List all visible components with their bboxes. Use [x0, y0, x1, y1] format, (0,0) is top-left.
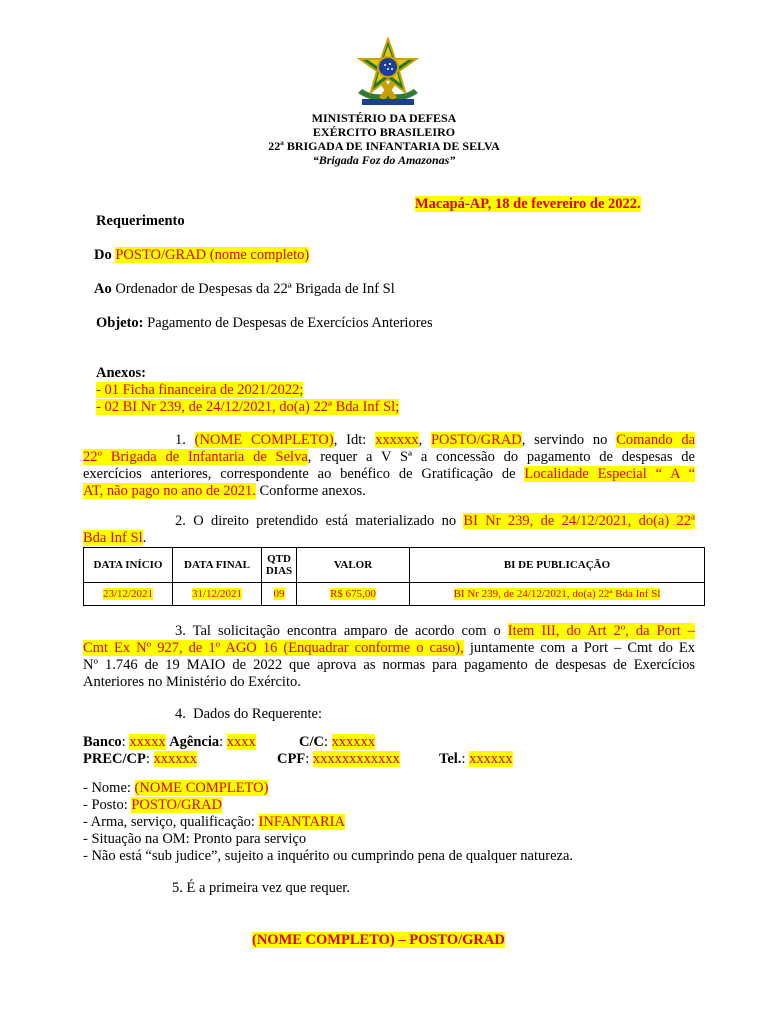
from-line: [94, 247, 309, 264]
list-item: - Arma, serviço, qualificação: INFANTARIA: [83, 814, 345, 830]
list-item: - Não está “sub judice”, sujeito a inquérito ou cumprindo pena de qualquer natureza.: [83, 848, 574, 864]
column-header: VALOR: [297, 548, 410, 583]
column-header: DATA INÍCIO: [84, 548, 173, 583]
attachment-item: - 01 Ficha financeira de 2021/2022;: [96, 382, 304, 398]
requester-name: (NOME COMPLETO): [194, 432, 334, 448]
to-line: [94, 281, 395, 298]
column-header: DATA FINAL: [173, 548, 262, 583]
attachments-label: Anexos:: [96, 365, 146, 381]
requester-rank: POSTO/GRAD: [430, 432, 522, 448]
table-cell: 23/12/2021: [102, 588, 154, 600]
phone-value: xxxxxx: [469, 751, 513, 767]
letterhead: [0, 111, 768, 167]
bank-value: xxxxx: [129, 734, 166, 750]
table-header-row: [84, 548, 705, 583]
phone-data: Tel.: xxxxxx: [439, 751, 513, 767]
document-title: Requerimento: [96, 213, 185, 229]
column-header: BI DE PUBLICAÇÃO: [410, 548, 705, 583]
to-value: Ordenador de Despesas da 22ª Brigada de Inf Sl: [115, 281, 395, 297]
document-date: Macapá-AP, 18 de fevereiro de 2022.: [415, 196, 641, 212]
to-label: Ao: [94, 281, 112, 297]
bank-data-line: Banco: xxxxx Agência: xxxx: [83, 734, 256, 750]
header-army: EXÉRCITO BRASILEIRO: [312, 125, 456, 139]
subject-value: Pagamento de Despesas de Exercícios Anteriores: [147, 315, 433, 331]
table-cell: R$ 675,00: [330, 588, 376, 600]
cpf-value: xxxxxxxxxxxx: [312, 751, 400, 767]
header-ministry: MINISTÉRIO DA DEFESA: [311, 111, 457, 125]
account-value: xxxxxx: [331, 734, 376, 750]
table-row: [84, 583, 705, 606]
table-cell: 31/12/2021: [191, 588, 243, 600]
list-item: - Nome: (NOME COMPLETO): [83, 780, 269, 796]
paragraph-4: 4. Dados do Requerente:: [175, 706, 322, 722]
list-item: - Posto: POSTO/GRAD: [83, 797, 223, 813]
account-data: C/C: xxxxxx: [299, 734, 376, 750]
attachment-item: - 02 BI Nr 239, de 24/12/2021, do(a) 22ª Bda Inf Sl;: [96, 399, 400, 415]
prec-data: PREC/CP: xxxxxx: [83, 751, 197, 767]
payment-table: [83, 547, 705, 606]
signature-line: (NOME COMPLETO) – POSTO/GRAD: [252, 932, 505, 948]
requester-idt: xxxxxx: [375, 432, 419, 448]
prec-value: xxxxxx: [153, 751, 197, 767]
coat-of-arms-emblem: [352, 37, 424, 109]
paragraph-5: 5. É a primeira vez que requer.: [172, 880, 350, 896]
subject-label: Objeto:: [96, 315, 144, 331]
column-header: QTD DIAS: [262, 548, 297, 583]
requester-details: [83, 780, 573, 865]
subject-line: [96, 315, 433, 332]
attachments: [96, 365, 399, 416]
header-motto: “Brigada Foz do Amazonas”: [312, 153, 456, 167]
table-cell: 09: [273, 588, 285, 600]
agency-value: xxxx: [226, 734, 256, 750]
table-cell: BI Nr 239, de 24/12/2021, do(a) 22ª Bda Inf Sl: [453, 588, 661, 600]
from-label: Do: [94, 247, 112, 263]
list-item: - Situação na OM: Pronto para serviço: [83, 831, 307, 847]
header-brigade: 22ª BRIGADA DE INFANTARIA DE SELVA: [268, 139, 500, 153]
from-value: POSTO/GRAD (nome completo): [115, 247, 310, 263]
cpf-data: CPF: xxxxxxxxxxxx: [277, 751, 400, 767]
